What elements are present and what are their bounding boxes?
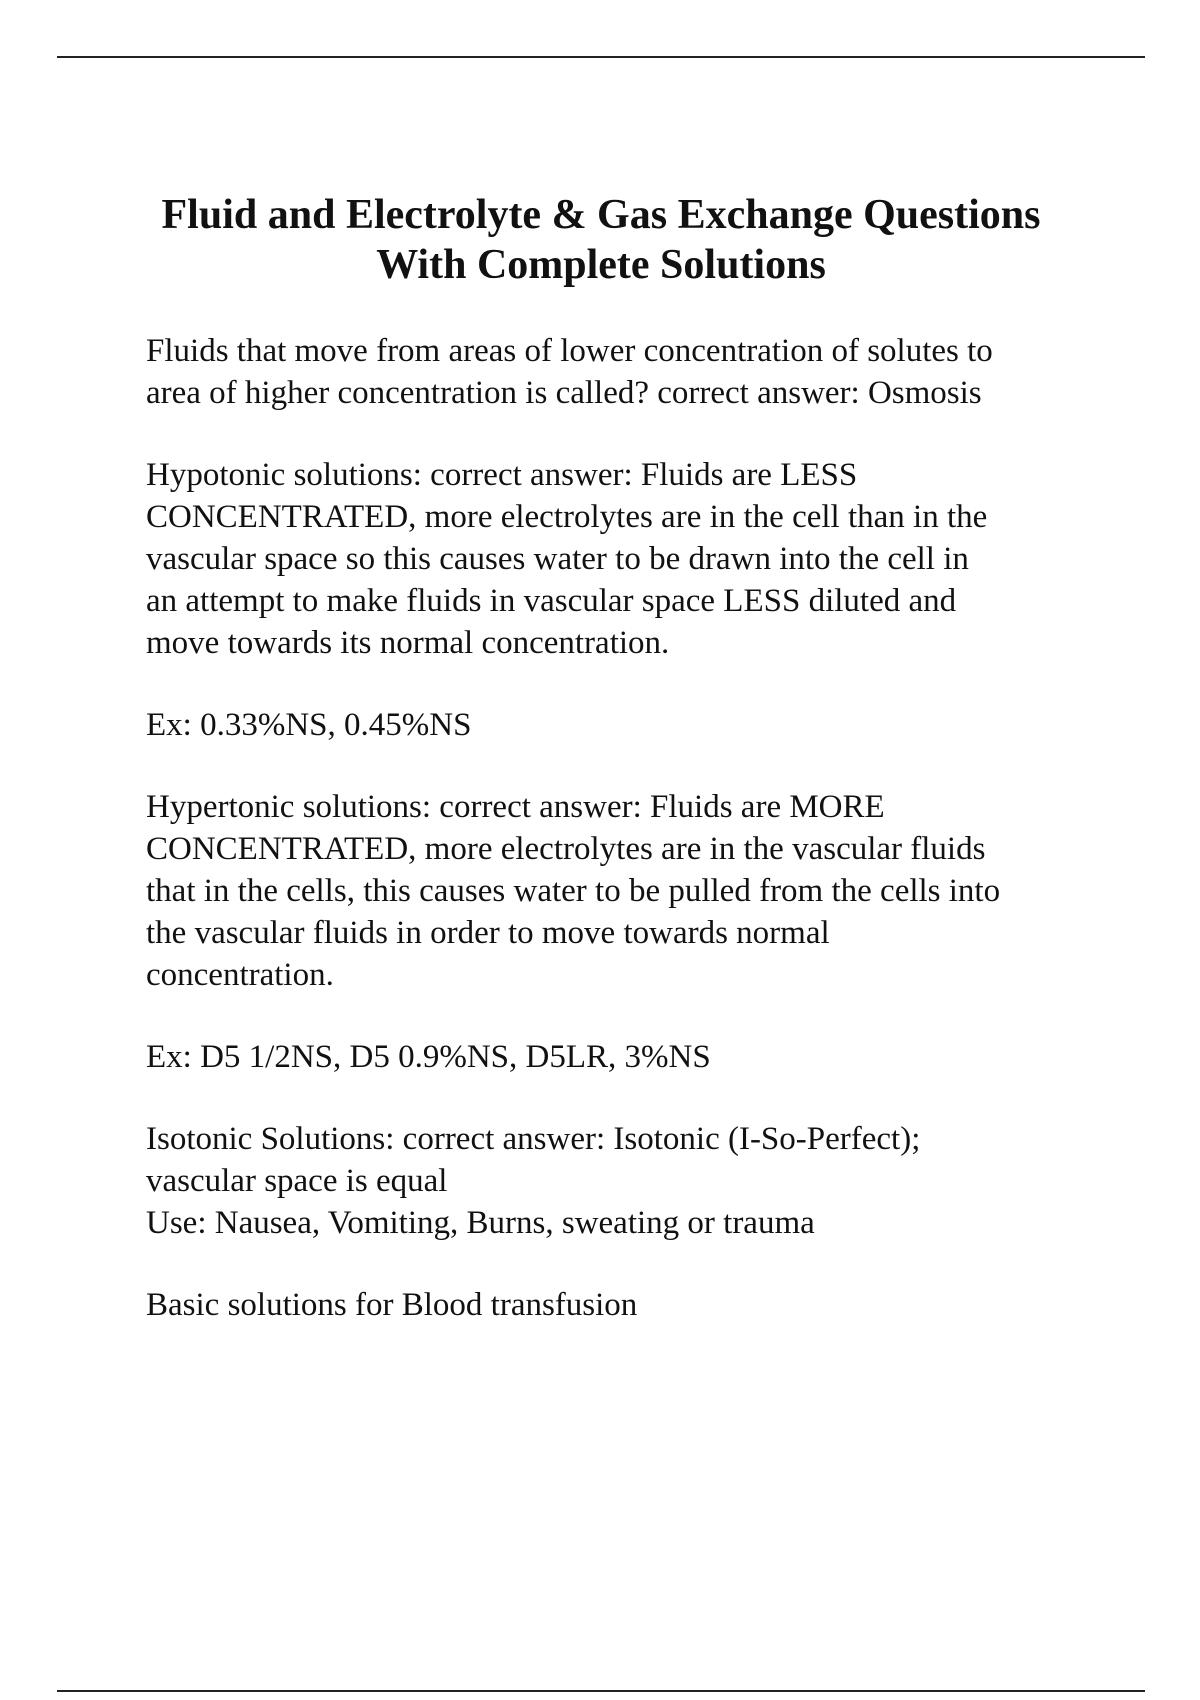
document-title [57,190,1145,290]
text-line: Hypertonic solutions: correct answer: Fluids are MORE [146,789,885,825]
text-line: Fluids that move from areas of lower concentration of solutes to [146,333,993,369]
text-line: vascular space is equal [146,1163,448,1199]
text-line: vascular space so this causes water to be drawn into the cell in [146,541,969,577]
paragraph-blood-transfusion [146,1284,1106,1326]
text-line: Ex: D5 1/2NS, D5 0.9%NS, D5LR, 3%NS [146,1039,711,1075]
title-line: Fluid and Electrolyte & Gas Exchange Questions [161,192,1041,238]
paragraph-hypotonic [146,454,1106,664]
text-line: CONCENTRATED, more electrolytes are in the vascular fluids [146,831,986,867]
text-line: CONCENTRATED, more electrolytes are in the cell than in the [146,499,988,535]
document-body [146,330,1106,1366]
text-line: Hypotonic solutions: correct answer: Fluids are LESS [146,457,858,493]
paragraph-isotonic [146,1118,1106,1244]
bottom-rule [57,1690,1145,1692]
text-line: the vascular fluids in order to move towards normal [146,915,830,951]
text-line: area of higher concentration is called? correct answer: Osmosis [146,375,982,411]
text-line: Basic solutions for Blood transfusion [146,1287,638,1323]
text-line: Use: Nausea, Vomiting, Burns, sweating or trauma [146,1205,815,1241]
text-line: that in the cells, this causes water to be pulled from the cells into [146,873,1001,909]
text-line: move towards its normal concentration. [146,625,670,661]
top-rule [57,56,1145,58]
paragraph-hypertonic-examples [146,1036,1106,1078]
text-line: an attempt to make fluids in vascular space LESS diluted and [146,583,957,619]
title-line: With Complete Solutions [376,242,826,288]
text-line: Isotonic Solutions: correct answer: Isotonic (I-So-Perfect); [146,1121,921,1157]
text-line: Ex: 0.33%NS, 0.45%NS [146,707,472,743]
paragraph-hypotonic-examples [146,704,1106,746]
paragraph-osmosis [146,330,1106,414]
paragraph-hypertonic [146,786,1106,996]
text-line: concentration. [146,957,334,993]
